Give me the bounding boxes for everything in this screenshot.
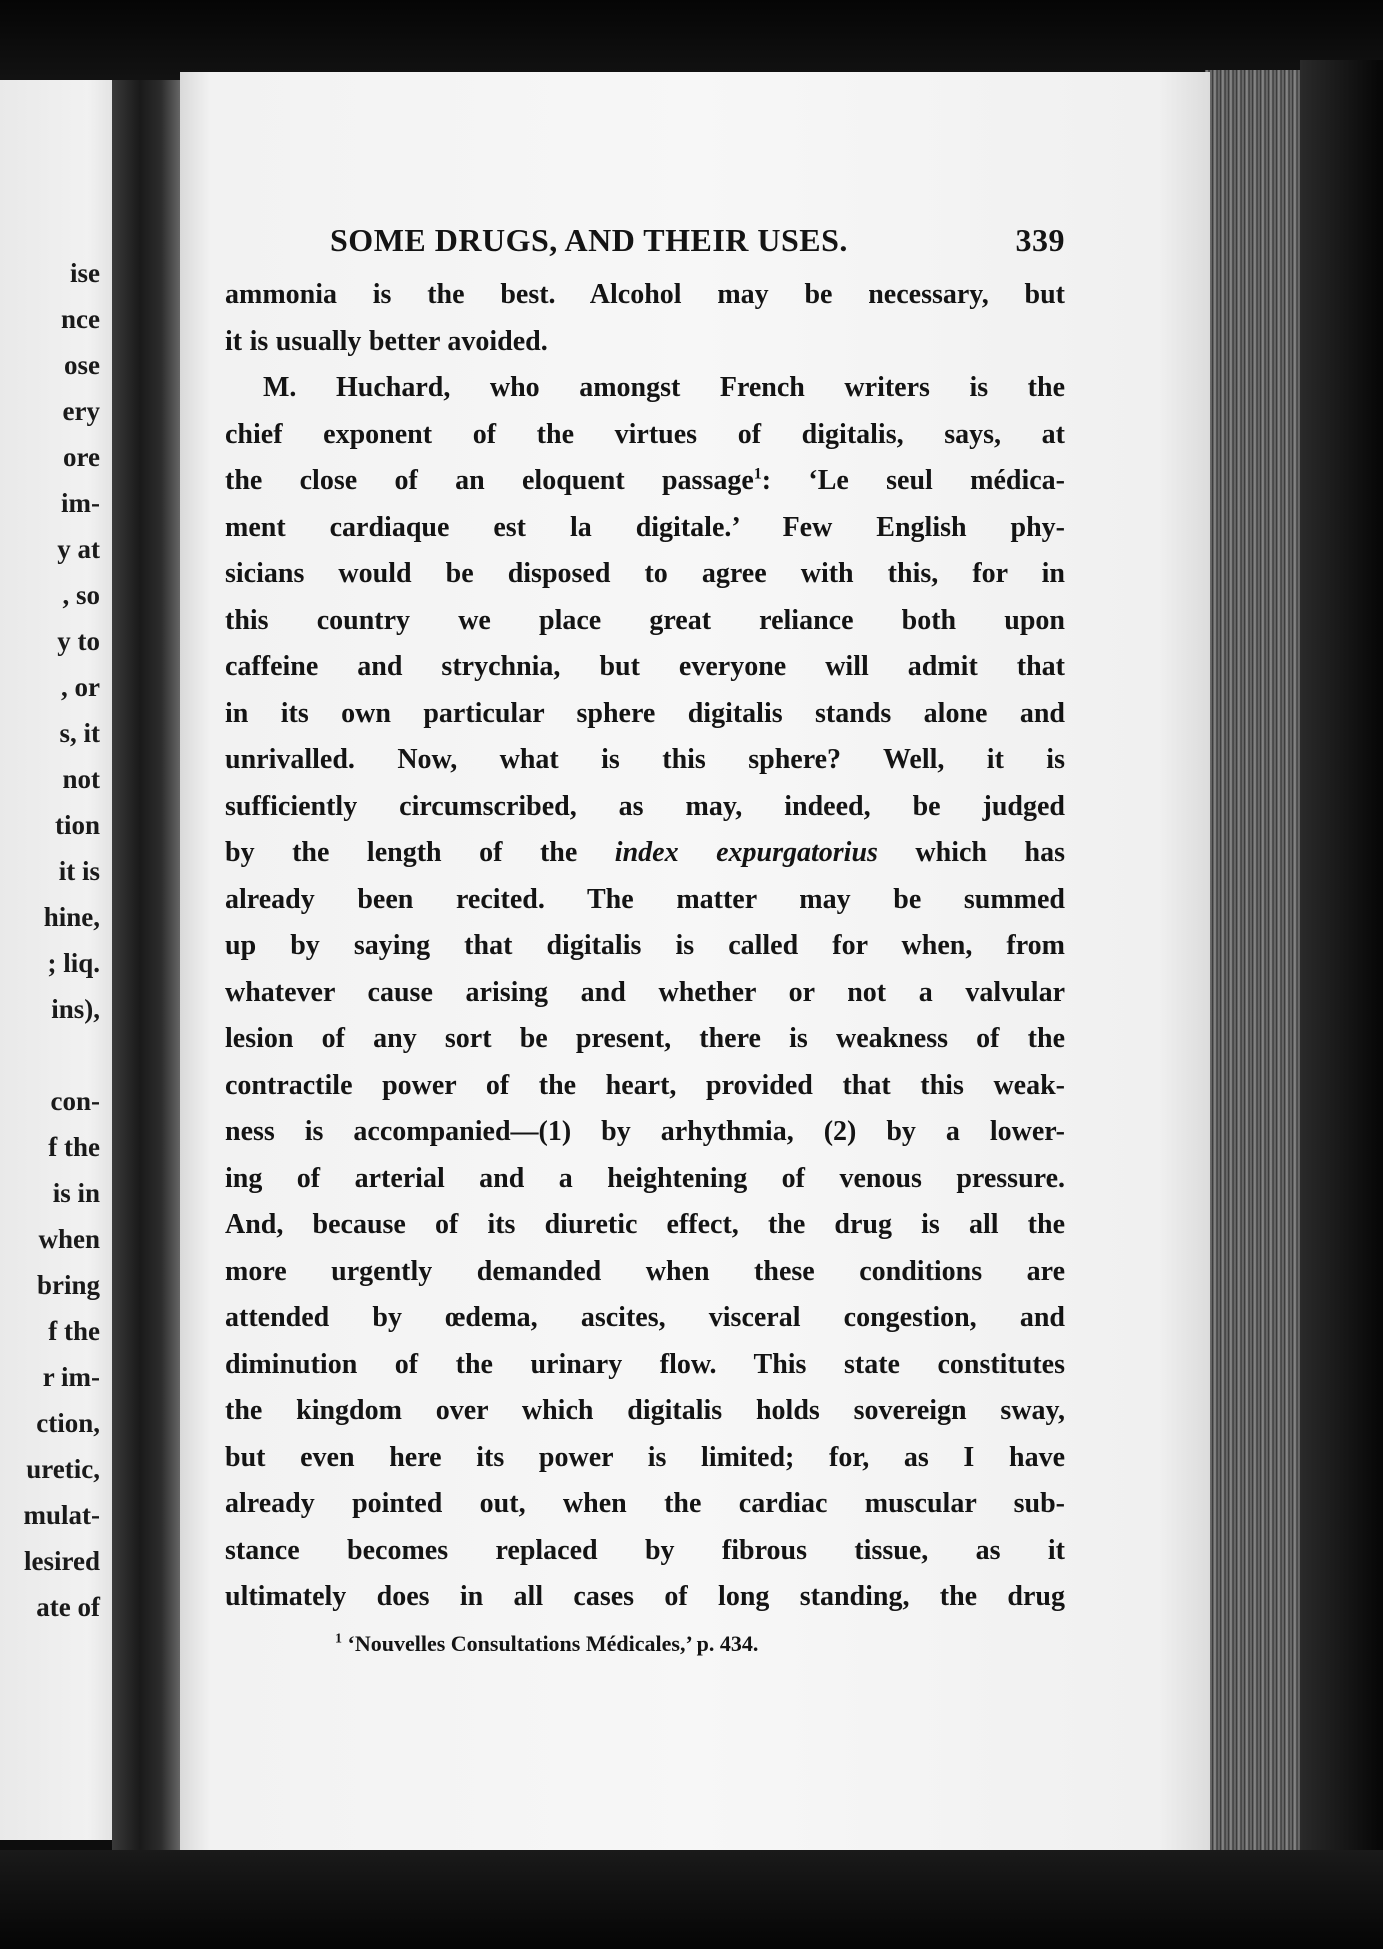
facing-page-fragment: s, it [59, 718, 100, 748]
text-line: attended by œdema, ascites, visceral congestion, and [225, 1302, 1065, 1333]
text-line: in its own particular sphere digitalis stands alone and [225, 697, 1065, 729]
text-line [225, 830, 1065, 877]
text-line: And, because of its diuretic effect, the drug is all the [225, 1209, 1065, 1240]
facing-page-fragment: y at [57, 534, 100, 564]
text-line: already pointed out, when the cardiac muscular sub- [225, 1488, 1065, 1519]
text-line: up by saying that digitalis is called for when, from [225, 930, 1065, 961]
text-line: ment cardiaque est la digitale.’ Few English phy- [225, 511, 1065, 543]
facing-page-fragment: not [62, 764, 100, 794]
text-line: lesion of any sort be present, there is weakness of the [225, 1023, 1065, 1054]
text-line: sufficiently circumscribed, as may, indeed, be judged [225, 790, 1065, 822]
facing-page-fragment: is in [52, 1178, 100, 1208]
running-head-title: SOME DRUGS, AND THEIR USES. [330, 222, 848, 258]
book-gutter [112, 80, 182, 1860]
text-line: it is usually better avoided. [225, 325, 548, 357]
italic-text: index expurgatorius [614, 837, 878, 868]
page-text-block [225, 218, 1065, 1661]
text-line: ing of arterial and a heightening of venous pressure. [225, 1162, 1065, 1194]
text-line: stance becomes replaced by fibrous tissue, as it [225, 1534, 1065, 1566]
text-line: diminution of the urinary flow. This state constitutes [225, 1348, 1065, 1380]
facing-page-fragment: ; liq. [47, 948, 100, 978]
body-text [225, 272, 1065, 1621]
text-line: already been recited. The matter may be summed [225, 883, 1065, 915]
facing-page-fragment: y to [57, 626, 100, 656]
text-run: by the length of the [225, 837, 615, 868]
facing-page-fragment: , or [61, 672, 100, 702]
text-line [225, 458, 1065, 505]
facing-page-fragment: f the [48, 1316, 100, 1346]
facing-page-fragment: nce [61, 304, 100, 334]
facing-page-fragment: con- [50, 1086, 100, 1116]
facing-page-fragment: im- [61, 488, 100, 518]
scan-background-bottom [0, 1850, 1383, 1949]
text-run: : ‘Le seul médica- [761, 465, 1065, 496]
text-line: but even here its power is limited; for, as I have [225, 1441, 1065, 1473]
page-edges [1205, 70, 1315, 1860]
facing-page-fragment: it is [58, 856, 100, 886]
text-line: this country we place great reliance both upon [225, 604, 1065, 636]
footnote-reference: 1 [753, 465, 762, 483]
facing-page-fragment: lesired [24, 1546, 100, 1576]
facing-page-fragment: when [38, 1224, 100, 1254]
text-line: contractile power of the heart, provided that this weak- [225, 1069, 1065, 1101]
footnote [225, 1627, 1065, 1661]
facing-page-fragment: f the [48, 1132, 100, 1162]
footnote-text: ‘Nouvelles Consultations Médicales,’ p. 434. [342, 1630, 759, 1656]
book-edge-shadow [1300, 60, 1383, 1880]
text-line: unrivalled. Now, what is this sphere? Well, it is [225, 744, 1065, 775]
text-run: the close of an eloquent passage [225, 465, 754, 496]
facing-page-fragment: ose [64, 350, 100, 380]
facing-page-fragment: ate of [36, 1592, 100, 1622]
text-line: ness is accompanied—(1) by arhythmia, (2) by a lower- [225, 1116, 1065, 1147]
text-run: which has [877, 837, 1065, 868]
text-line: chief exponent of the virtues of digitalis, says, at [225, 418, 1065, 450]
text-line: sicians would be disposed to agree with this, for in [225, 558, 1065, 589]
facing-page-fragment: r im- [42, 1362, 100, 1392]
text-line: caffeine and strychnia, but everyone will admit that [225, 651, 1065, 682]
running-head [225, 218, 1065, 262]
facing-page-fragment: bring [36, 1270, 100, 1300]
facing-page-fragment: hine, [43, 902, 100, 932]
facing-page-fragment [0, 1032, 100, 1078]
facing-page-fragment: ction, [36, 1408, 100, 1438]
facing-page-fragment: ise [70, 258, 100, 288]
facing-page-fragment: tion [54, 810, 100, 840]
footnote-marker: 1 [335, 1631, 342, 1647]
facing-page-fragments [0, 250, 100, 1630]
facing-page-fragment: , so [62, 580, 100, 610]
text-line: the kingdom over which digitalis holds sovereign sway, [225, 1395, 1065, 1426]
text-line: ammonia is the best. Alcohol may be necessary, but [225, 279, 1065, 310]
facing-page-fragment: ore [63, 442, 100, 472]
text-line: M. Huchard, who amongst French writers is the [263, 372, 1065, 403]
text-line: more urgently demanded when these conditions are [225, 1255, 1065, 1287]
page-number: 339 [1015, 222, 1065, 258]
facing-page-fragment: uretic, [26, 1454, 100, 1484]
text-line: whatever cause arising and whether or not a valvular [225, 976, 1065, 1008]
facing-page-fragment: ins), [51, 994, 100, 1024]
facing-page-fragment: mulat- [23, 1500, 100, 1530]
facing-page-fragment: ery [62, 396, 100, 426]
text-line: ultimately does in all cases of long standing, the drug [225, 1581, 1065, 1612]
